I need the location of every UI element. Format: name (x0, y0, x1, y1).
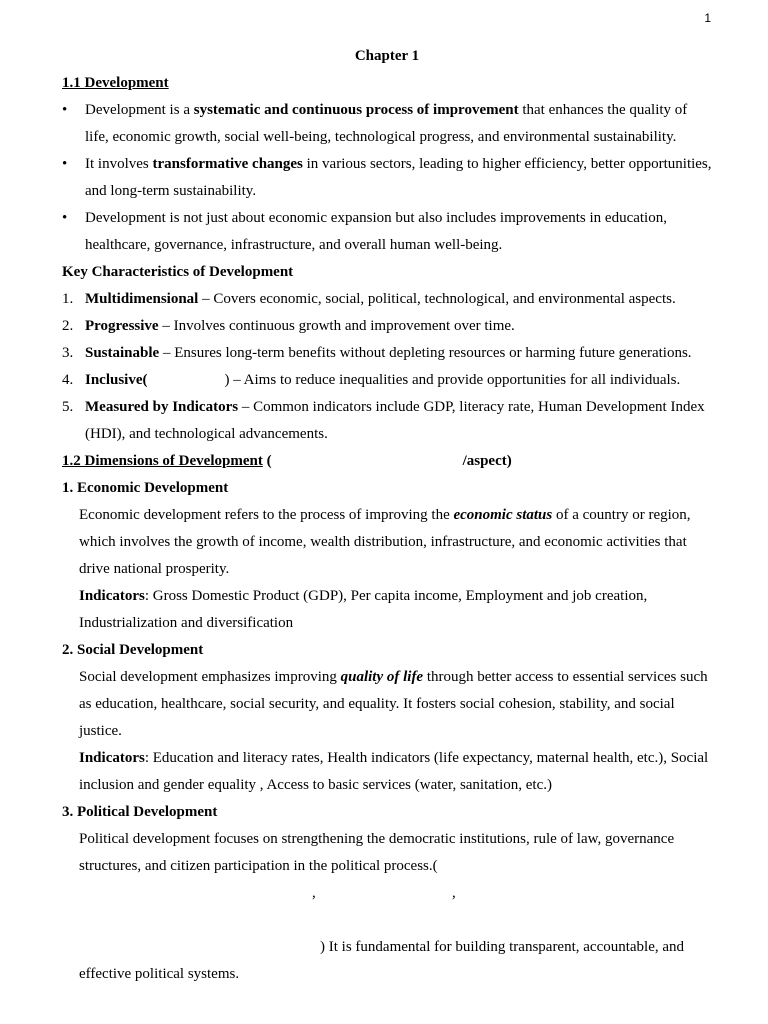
economic-indicators: Indicators: Gross Domestic Product (GDP), Per capita income, Employment and job creation, Industrialization and diversification (79, 588, 648, 631)
list-item: 4. Inclusive( ) – Aims to reduce inequalities and provide opportunities for all individuals. (62, 367, 712, 394)
list-item: 1. Multidimensional – Covers economic, social, political, technological, and environmental aspects. (62, 286, 712, 313)
political-closing-line: ) It is fundamental for building transparent, accountable, and (320, 939, 685, 955)
social-indicators: Indicators: Education and literacy rates, Health indicators (life expectancy, maternal health, etc.), Social inclusion and gender equality , Access to basic services (water, sanitation, etc.) (79, 750, 709, 793)
economic-development-paragraph: Economic development refers to the process of improving the economic status of a country or region, which involves the growth of income, wealth distribution, infrastructure, and economic activities that drive national prosperity. (79, 507, 691, 577)
list-number: 5. (62, 399, 74, 415)
list-number: 2. (62, 318, 74, 334)
political-development-heading: 3. Political Development (62, 804, 218, 820)
chapter-title: Chapter 1 (354, 48, 420, 64)
list-number: 4. (62, 372, 74, 388)
political-last-line: effective political systems. (79, 966, 240, 982)
political-development-paragraph: Political development focuses on strengthening the democratic institutions, rule of law, governance structures, and citizen participation in the political process.( (79, 831, 675, 874)
characteristics-list (62, 286, 712, 448)
list-item: 5. Measured by Indicators – Common indicators include GDP, literacy rate, Human Development Index (HDI), and technological advancements. (62, 394, 712, 448)
list-number: 1. (62, 291, 74, 307)
bullet-icon: • (62, 102, 68, 118)
political-blank-line (62, 907, 712, 934)
page-number: 1 (704, 11, 711, 25)
economic-development-heading: 1. Economic Development (62, 480, 229, 496)
list-item: • It involves transformative changes in various sectors, leading to higher efficiency, better opportunities, and long-term sustainability. (62, 151, 712, 205)
list-item: • Development is not just about economic expansion but also includes improvements in education, healthcare, governance, infrastructure, and overall human well-being. (62, 205, 712, 259)
section-heading-development: 1.1 Development (62, 75, 169, 91)
list-item: 2. Progressive – Involves continuous growth and improvement over time. (62, 313, 712, 340)
social-development-heading: 2. Social Development (62, 642, 204, 658)
bullet-icon: • (62, 210, 68, 226)
list-number: 3. (62, 345, 74, 361)
development-bullet-list (62, 97, 712, 259)
list-item: 3. Sustainable – Ensures long-term benefits without depleting resources or harming future generations. (62, 340, 712, 367)
document-body (62, 43, 712, 988)
key-characteristics-heading: Key Characteristics of Development (62, 264, 294, 280)
list-item: • Development is a systematic and continuous process of improvement that enhances the quality of life, economic growth, social well-being, technological progress, and environmental sustainability. (62, 97, 712, 151)
social-development-paragraph: Social development emphasizes improving quality of life through better access to essential services such as education, healthcare, social security, and equality. It fosters social cohesion, stability, and social justice. (79, 669, 708, 739)
political-blank-line: , , (312, 885, 456, 901)
bullet-icon: • (62, 156, 68, 172)
section-heading-dimensions: 1.2 Dimensions of Development ( /aspect) (62, 453, 512, 469)
